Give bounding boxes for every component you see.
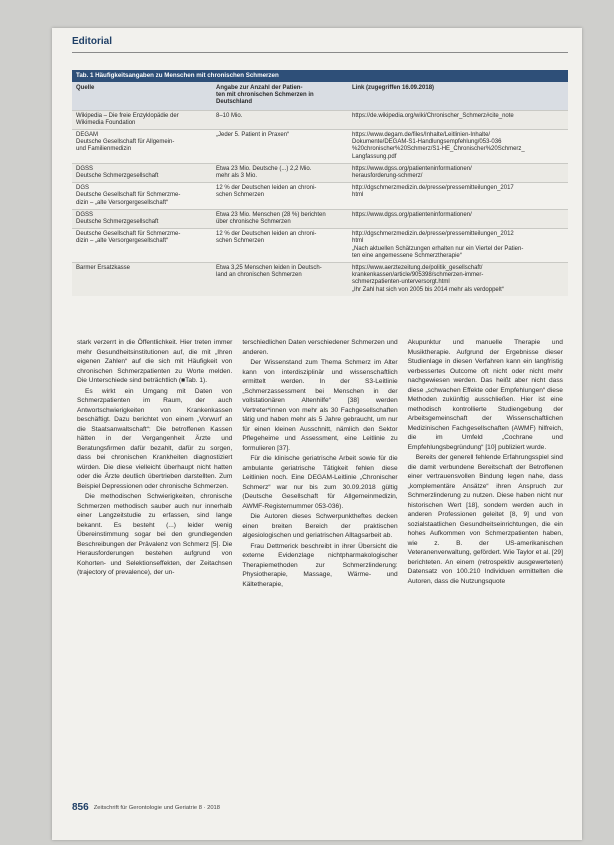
page-footer	[72, 802, 220, 813]
table-body	[72, 110, 568, 296]
table-row	[72, 262, 568, 296]
table-cell-line: Etwa 23 Mio. Deutsche (...) 2,2 Mio.	[216, 165, 312, 172]
table-cell-line: %20chronischer%20Schmerz/S1-HE_Chronischer%20Schmerz_	[352, 146, 525, 153]
table-cell-line: Etwa 3,25 Menschen leiden in Deutsch-	[216, 265, 322, 272]
table-cell-line: DEGAM	[76, 132, 99, 139]
text-column-3	[403, 338, 568, 798]
table-cell-link[interactable]	[348, 132, 568, 161]
body-paragraph: Akupunktur und manuelle Therapie und Musiktherapie. Aufgrund der Ergebnisse dieser Studienlage in diesen Verfahren kann ein langfristig verbessertes Outcome oft nicht oder nicht mehr nachgewiesen werden. Das heißt aber nicht dass diese „schwachen Effekte oder Empfehlungen“ diese Methoden zukünftig ausschließen. Hier ist eine methodisch kontrollierte Studiengebung der Arbeitsgemeinschaft der Wissenschaftlichen Medizinischen Fachgesellschaften (AWMF) hilfreich, die im Umfeld „Cochrane und Empfehlungsbegründung“ [10] publiziert wurde.	[407, 339, 563, 451]
table-cell-line: html	[352, 238, 364, 245]
article-body	[72, 338, 568, 798]
table-cell-line: schmerzpatienten-unterversorgt.html	[352, 279, 450, 286]
table-cell-line: ten eine angemessene Schmerztherapie“	[352, 252, 462, 259]
table-cell-line: DGSS	[76, 165, 94, 172]
section-title: Editorial	[72, 36, 113, 47]
table-cell-line: https://www.dgss.org/patienteninformationen/	[352, 165, 472, 172]
table-row	[72, 228, 568, 262]
table-cell-line: 8–10 Mio.	[216, 112, 243, 119]
table-cell-line: http://dgschmerzmedizin.de/presse/pressemitteilungen_2017	[352, 185, 514, 192]
journal-page	[52, 28, 582, 840]
page-number: 856	[72, 802, 89, 813]
body-paragraph: Der Wissenstand zum Thema Schmerz im Alter kann von interdisziplinär und wissenschaftlich ermittelt werden. In der S3-Leitlinie „Schmerzassessment bei Menschen in der vollstationären Altenhilfe“ [38] werden Vertreter*innen von mehr als 30 Fachgesellschaften tätig und haben mehr als 5 Jahre gebraucht, um nur für einen kleinen Ausschnitt, nämlich den Sektor Pflegeheime und Assessment, eine Leitlinie zu formulieren [37].	[242, 359, 398, 452]
header-divider	[72, 52, 568, 53]
table-cell-quelle	[72, 265, 212, 294]
table-cell-line: Deutsche Gesellschaft für Allgemein-	[76, 139, 175, 146]
table-cell-line: Deutsche Schmerzgesellschaft	[76, 219, 159, 226]
table-cell-line: https://www.dgss.org/patienteninformationen/	[352, 211, 472, 218]
journal-name: Zeitschrift für Gerontologie und Geriatrie 8 · 2018	[93, 804, 220, 811]
table-cell-angabe	[212, 166, 348, 180]
header-angabe-line: Deutschland	[216, 99, 253, 106]
table-cell-line: Wikipedia – Die freie Enzyklopädie der	[76, 112, 179, 119]
body-paragraph: Die methodischen Schwierigkeiten, chronische Schmerzen methodisch sauber auch nur innerhalb einer Langzeitstudie zu erfassen, sind lange bekannt. Es besteht (...) leider wenig Übereinstimmung sogar bei den grundlegenden Beschreibungen der Prävalenz von Schmerz [5]. Die Herausforderungen bestehen aufgrund von Kohorten- und Selektionseffekten, der Zeitachsen (trajectory of prevalence), der un-	[77, 493, 233, 576]
text-column-2	[237, 338, 402, 798]
text-column-1	[72, 338, 237, 798]
table-cell-line: schen Schmerzen	[216, 238, 265, 245]
table-cell-quelle	[72, 113, 212, 127]
header-angabe	[212, 85, 348, 107]
table-cell-line: „Nach aktuellen Schätzungen erhalten nur ein Viertel der Patien-	[352, 245, 524, 252]
table-cell-line: Deutsche Schmerzgesellschaft	[76, 173, 159, 180]
table-cell-line: 12 % der Deutschen leiden an chroni-	[216, 185, 317, 192]
table-cell-line: Deutsche Gesellschaft für Schmerzme-	[76, 192, 181, 199]
table-cell-line: herausforderung-schmerz/	[352, 173, 423, 180]
table-cell-line: Wikimedia Foundation	[76, 119, 136, 126]
prevalence-table	[72, 70, 568, 296]
table-cell-line: dizin – „alte Versorgergesellschaft“	[76, 238, 169, 245]
table-cell-line: „Jeder 5. Patient in Praxen“	[216, 132, 290, 139]
table-cell-angabe	[212, 185, 348, 207]
table-cell-quelle	[72, 166, 212, 180]
body-paragraph: stark verzerrt in die Öffentlichkeit. Hier treten immer mehr Gesundheitsinstitutionen auf, die mit „Ihren eigenen Zahlen“ auf die sich mit Häufigkeit von chronischen Schmerzpatienten zu Worte melden. Die Unterschiede sind beträchtlich (■Tab. 1).	[77, 339, 233, 384]
table-cell-line: mehr als 3 Mio.	[216, 173, 258, 180]
table-cell-link[interactable]	[348, 166, 568, 180]
table-row	[72, 129, 568, 163]
table-cell-line: land an chronischen Schmerzen	[216, 272, 302, 279]
body-paragraph: terschiedlichen Daten verschiedener Schmerzen und anderen.	[242, 339, 398, 356]
table-cell-line: https://www.degam.de/files/Inhalte/Leitlinien-Inhalte/	[352, 132, 491, 139]
body-paragraph: Frau Dettmerick beschreibt in ihrer Übersicht die externe Evidenzlage nichtpharmakologischer Therapiemethoden zur Schmerzlinderung: Physiotherapie, Massage, Wärme- und Kältetherapie,	[242, 542, 398, 588]
table-cell-line: Langfassung.pdf	[352, 153, 397, 160]
table-cell-quelle	[72, 185, 212, 207]
table-cell-line: html	[352, 192, 364, 199]
table-cell-link[interactable]	[348, 265, 568, 294]
table-cell-quelle	[72, 231, 212, 260]
table-cell-line: krankenkassen/article/905398/schmerzen-immer-	[352, 272, 484, 279]
table-header-row	[72, 82, 568, 110]
table-cell-line: dizin – „alte Versorgergesellschaft“	[76, 199, 169, 206]
body-paragraph: Es wirkt ein Umgang mit Daten von Schmerzpatienten im Raum, der auch Antwortschwierigkeiten von Krankenkassen beschäftigt. Dazu berichtet von einem „Vorwurf an die Staatsanwaltschaft“: Die betroffenen Kassen hätten in der Vergangenheit Ärzte und Beratungsfirmen dafür bezahlt, dafür zu sorgen, dass bei chronischen Krankheiten diagnostiziert würden. Die diese vielleicht überhaupt nicht hatten oder die Ärzte deutlich übertrieben darstellten. Zum Beispiel Depressionen oder chronische Schmerzen.	[77, 387, 233, 490]
table-cell-line: DGS	[76, 185, 90, 192]
table-cell-link[interactable]	[348, 185, 568, 207]
header-angabe-line: ten mit chronischen Schmerzen in	[216, 92, 314, 99]
table-cell-line: https://www.aerztezeitung.de/politik_gesellschaft/	[352, 265, 483, 272]
table-cell-quelle	[72, 212, 212, 226]
table-row	[72, 110, 568, 129]
table-cell-line: Deutsche Gesellschaft für Schmerzme-	[76, 231, 181, 238]
table-cell-line: DGSS	[76, 211, 94, 218]
header-link: Link (zugegriffen 16.09.2018)	[352, 85, 435, 91]
table-cell-angabe	[212, 132, 348, 161]
table-caption: Tab. 1 Häufigkeitsangaben zu Menschen mit chronischen Schmerzen	[72, 70, 568, 82]
table-cell-link[interactable]	[348, 231, 568, 260]
table-cell-line: http://dgschmerzmedizin.de/presse/pressemitteilungen_2012	[352, 231, 514, 238]
body-paragraph: Bereits der generell fehlende Erfahrungsspiel sind die damit verbundene Bereitschaft der Betroffenen einer vertrauensvollen Bindung legen nahe, dass „komplementäre Ansätze“ ihren Anspruch zur Schmerzlinderung zu nutzen. Diese haben nicht nur historischen Wert [18], sondern werden auch in anderen Professionen geleitet [8, 9] und von sozialstaatlichen Gesundheitseinrichtungen, die ein hohes Aufkommen von Schmerzpatienten haben, wie z. B. der US-amerikanischen Veteranenverwaltung, gefördert. Wie Taylor et al. [29] berichteten. An einem (retrospektiv ausgewerteten) Datensatz von 100.210 Individuen ermittelten die Autoren, dass die Nutzungsquote	[407, 454, 563, 585]
table-cell-line: Barmer Ersatzkasse	[76, 265, 131, 272]
table-cell-angabe	[212, 231, 348, 260]
body-paragraph: Für die klinische geriatrische Arbeit sowie für die ambulante geriatrische Tätigkeit fehlen diese Leitlinien noch. Eine DEGAM-Leitlinie „Chronischer Schmerz“ war nur bis zum 30.09.2018 gültig (Deutsche Gesellschaft für Allgemeinmedizin, AWMF-Registernummer 053-036).	[242, 455, 398, 510]
table-cell-line: Etwa 23 Mio. Menschen (28 %) berichten	[216, 211, 326, 218]
table-cell-angabe	[212, 212, 348, 226]
table-cell-link[interactable]	[348, 212, 568, 226]
table-row	[72, 182, 568, 209]
table-cell-quelle	[72, 132, 212, 161]
table-cell-line: https://de.wikipedia.org/wiki/Chronischer_Schmerz#cite_note	[352, 112, 514, 119]
table-cell-line: über chronische Schmerzen	[216, 219, 291, 226]
table-cell-link[interactable]	[348, 113, 568, 127]
table-cell-line: und Familienmedizin	[76, 146, 132, 153]
table-cell-line: schen Schmerzen	[216, 192, 265, 199]
table-row	[72, 163, 568, 182]
header-angabe-line: Angabe zur Anzahl der Patien-	[216, 85, 303, 91]
table-row	[72, 209, 568, 228]
table-cell-line: 12 % der Deutschen leiden an chroni-	[216, 231, 317, 238]
table-cell-angabe	[212, 113, 348, 127]
body-paragraph: Die Autoren dieses Schwerpunktheftes decken einen breiten Bereich der praktischen algesiologischen und geriatrischen Alltagsarbeit ab.	[242, 513, 398, 539]
header-quelle: Quelle	[76, 85, 95, 91]
table-cell-angabe	[212, 265, 348, 294]
table-cell-line: Dokumente/DEGAM-S1-Handlungsempfehlung/053-036	[352, 139, 502, 146]
table-cell-line: „Ihr Zahl hat sich von 2005 bis 2014 mehr als verdoppelt“	[352, 286, 504, 293]
